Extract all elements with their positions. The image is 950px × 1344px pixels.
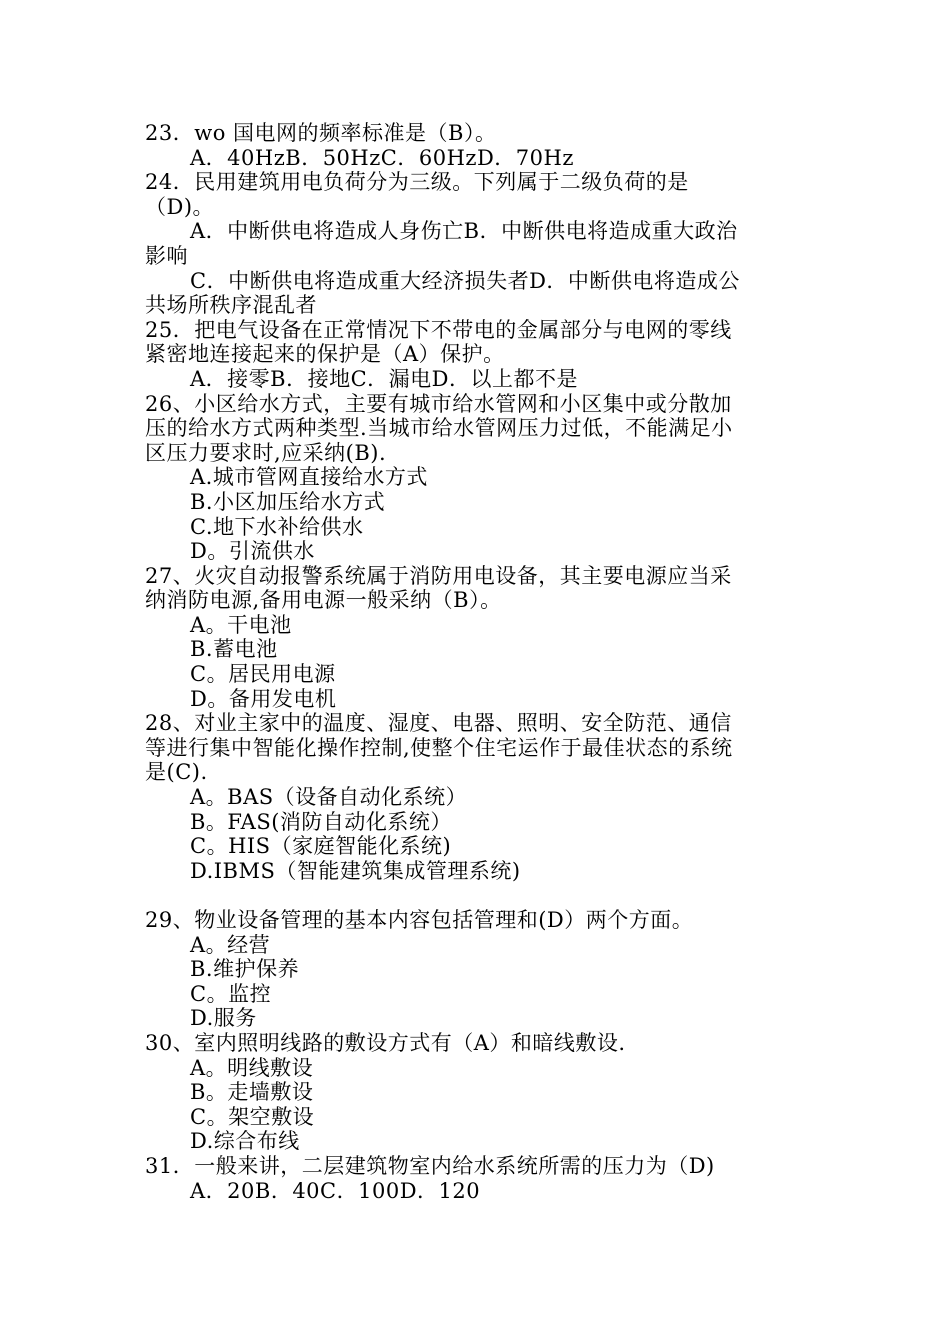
question-text-line: （D)。 <box>145 194 215 219</box>
answer-option-line: B.蓄电池 <box>190 637 278 662</box>
answer-option-line: D。备用发电机 <box>190 686 337 711</box>
answer-option-line: A。明线敷设 <box>190 1055 314 1080</box>
document-page <box>145 121 810 1203</box>
question-text-line: 区压力要求时,应采纳(B). <box>145 440 387 465</box>
question-text-line: 25．把电气设备在正常情况下不带电的金属部分与电网的零线 <box>145 317 732 342</box>
answer-option-line: B。走墙敷设 <box>190 1080 314 1105</box>
question-text-line: 29、物业设备管理的基本内容包括管理和(D）两个方面。 <box>145 908 694 932</box>
question-text-line: 是(C). <box>145 760 208 785</box>
answer-option-line: A．40HzB．50HzC．60HzD．70Hz <box>190 145 574 170</box>
answer-option-line: A．接零B．接地C．漏电D．以上都不是 <box>190 366 579 391</box>
answer-option-line: A.城市管网直接给水方式 <box>190 465 428 490</box>
question-text-line: 压的给水方式两种类型.当城市给水管网压力过低，不能满足小 <box>145 416 733 441</box>
question-text-line: 影响 <box>145 243 188 268</box>
answer-option-line: C。监控 <box>190 981 272 1006</box>
blank-line <box>145 883 810 908</box>
answer-option-line: D.IBMS（智能建筑集成管理系统) <box>190 858 521 883</box>
question-text-line: 26、小区给水方式，主要有城市给水管网和小区集中或分散加 <box>145 391 732 416</box>
question-text-line: 等进行集中智能化操作控制,使整个住宅运作于最佳状态的系统 <box>145 735 733 760</box>
question-text-line: 24．民用建筑用电负荷分为三级。下列属于二级负荷的是 <box>145 170 689 195</box>
answer-option-line: C。HIS（家庭智能化系统) <box>190 834 452 859</box>
question-text-line: 23．wo 国电网的频率标准是（B）。 <box>145 121 497 145</box>
answer-option-line: A。BAS（设备自动化系统） <box>190 785 468 810</box>
answer-option-line: B。FAS(消防自动化系统） <box>190 809 452 834</box>
question-text-line: 共场所秩序混乱者 <box>145 293 317 318</box>
answer-option-line: D.综合布线 <box>190 1129 300 1154</box>
answer-option-line: A．20B．40C．100D．120 <box>190 1178 481 1203</box>
answer-option-line: D.服务 <box>190 1006 257 1031</box>
question-text-line: 28、对业主家中的温度、湿度、电器、照明、安全防范、通信 <box>145 711 732 736</box>
question-list <box>145 121 810 1203</box>
answer-option-line: B.小区加压给水方式 <box>190 489 386 514</box>
answer-option-line: C。居民用电源 <box>190 662 336 687</box>
question-text-line: 30、室内照明线路的敷设方式有（A）和暗线敷设. <box>145 1030 626 1055</box>
answer-option-line: A．中断供电将造成人身伤亡B．中断供电将造成重大政治 <box>190 219 738 244</box>
answer-option-line: C.地下水补给供水 <box>190 514 364 539</box>
answer-option-line: A。经营 <box>190 932 271 957</box>
answer-option-line: A。干电池 <box>190 612 292 637</box>
question-text-line: 27、火灾自动报警系统属于消防用电设备，其主要电源应当采 <box>145 563 732 588</box>
question-text-line: 纳消防电源,备用电源一般采纳（B）。 <box>145 588 502 613</box>
answer-option-line: C．中断供电将造成重大经济损失者D．中断供电将造成公 <box>190 268 740 293</box>
answer-option-line: D。引流供水 <box>190 539 315 564</box>
question-text-line: 31．一般来讲，二层建筑物室内给水系统所需的压力为（D) <box>145 1153 715 1178</box>
answer-option-line: C。架空敷设 <box>190 1104 315 1129</box>
answer-option-line: B.维护保养 <box>190 957 300 982</box>
question-text-line: 紧密地连接起来的保护是（A）保护。 <box>145 342 505 367</box>
